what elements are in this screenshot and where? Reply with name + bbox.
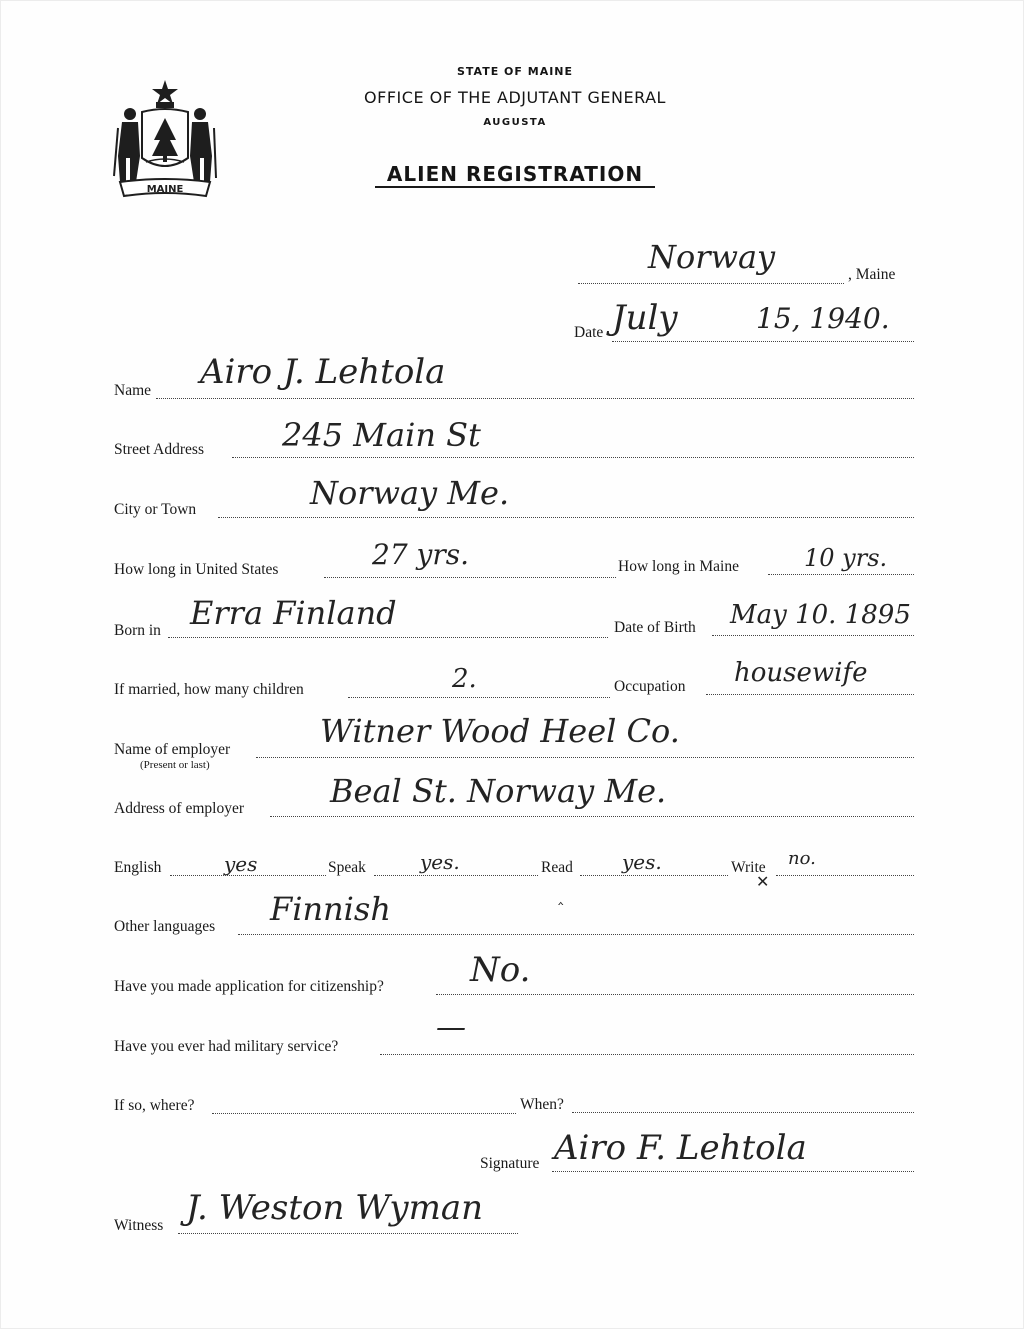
- english-entry: yes: [224, 852, 258, 876]
- header-city: AUGUSTA: [483, 117, 547, 128]
- date-label: Date: [574, 324, 604, 341]
- form-title: ALIEN REGISTRATION: [386, 162, 644, 186]
- military-label: Have you ever had military service?: [114, 1038, 339, 1055]
- witness-line: [178, 1233, 518, 1234]
- witness-signature: J. Weston Wyman: [186, 1188, 484, 1228]
- street-entry: 245 Main St: [282, 416, 481, 454]
- title-underline: [375, 186, 655, 188]
- citizenship-entry: No.: [470, 950, 531, 990]
- maine-duration-entry: 10 yrs.: [804, 544, 888, 572]
- born-entry: Erra Finland: [190, 594, 397, 632]
- maine-duration-line: [768, 574, 914, 575]
- write-line: [776, 875, 914, 876]
- city-entry: Norway Me.: [310, 474, 510, 512]
- speak-line: [374, 875, 538, 876]
- seal-banner-text: MAINE: [146, 184, 184, 195]
- date-month-entry: July: [612, 298, 678, 338]
- header-office: OFFICE OF THE ADJUTANT GENERAL: [364, 88, 666, 107]
- citizenship-line: [436, 994, 914, 995]
- where-line: [212, 1113, 516, 1114]
- city-line: [218, 517, 914, 518]
- witness-label: Witness: [114, 1217, 164, 1234]
- write-label: Write: [731, 859, 766, 876]
- read-entry: yes.: [622, 850, 662, 874]
- city-label: City or Town: [114, 501, 197, 518]
- write-entry: no.: [788, 848, 816, 869]
- name-entry: Airo J. Lehtola: [200, 352, 446, 392]
- when-label: When?: [520, 1096, 564, 1113]
- speak-entry: yes.: [420, 850, 460, 874]
- born-label: Born in: [114, 622, 161, 639]
- military-line: [380, 1054, 914, 1055]
- us-duration-line: [324, 577, 616, 578]
- where-label: If so, where?: [114, 1097, 195, 1114]
- header-state: STATE OF MAINE: [456, 65, 574, 78]
- street-label: Street Address: [114, 441, 204, 458]
- signature-label: Signature: [480, 1155, 540, 1172]
- employer-line: [256, 757, 914, 758]
- occupation-entry: housewife: [734, 658, 868, 688]
- children-line: [348, 697, 610, 698]
- place-line: [578, 283, 844, 284]
- street-line: [232, 457, 914, 458]
- english-label: English: [114, 859, 162, 876]
- us-duration-entry: 27 yrs.: [372, 538, 470, 571]
- dob-line: [712, 635, 914, 636]
- maine-duration-label: How long in Maine: [618, 558, 739, 575]
- employer-address-line: [270, 816, 914, 817]
- date-day-year-entry: 15, 1940.: [756, 302, 890, 335]
- us-duration-label: How long in United States: [114, 561, 279, 578]
- occupation-line: [706, 694, 914, 695]
- signature-line: [552, 1171, 914, 1172]
- military-entry: —: [436, 1010, 466, 1045]
- employer-label: Name of employer: [114, 741, 231, 758]
- signature-entry: Airo F. Lehtola: [554, 1128, 807, 1168]
- dob-entry: May 10. 1895: [730, 600, 911, 630]
- when-line: [572, 1112, 914, 1113]
- other-languages-line: [238, 934, 914, 935]
- speak-label: Speak: [328, 859, 366, 876]
- employer-sublabel: (Present or last): [140, 759, 210, 771]
- place-suffix-label: , Maine: [848, 266, 896, 283]
- children-label: If married, how many children: [114, 681, 304, 698]
- employer-entry: Witner Wood Heel Co.: [320, 712, 680, 750]
- maine-state-seal: [110, 78, 220, 200]
- citizenship-label: Have you made application for citizenship?: [114, 978, 384, 995]
- read-line: [580, 875, 728, 876]
- place-entry: Norway: [648, 238, 776, 276]
- other-languages-entry: Finnish: [270, 890, 391, 928]
- name-line: [156, 398, 914, 399]
- read-label: Read: [541, 859, 573, 876]
- employer-address-entry: Beal St. Norway Me.: [330, 772, 667, 810]
- employer-address-label: Address of employer: [114, 800, 244, 817]
- dob-label: Date of Birth: [614, 619, 696, 636]
- children-entry: 2.: [452, 664, 477, 694]
- caret-mark: ‸: [558, 886, 564, 905]
- born-line: [168, 637, 608, 638]
- x-mark: ✕: [756, 872, 770, 891]
- other-languages-label: Other languages: [114, 918, 216, 935]
- name-label: Name: [114, 382, 152, 399]
- occupation-label: Occupation: [614, 678, 686, 695]
- date-line: [612, 341, 914, 342]
